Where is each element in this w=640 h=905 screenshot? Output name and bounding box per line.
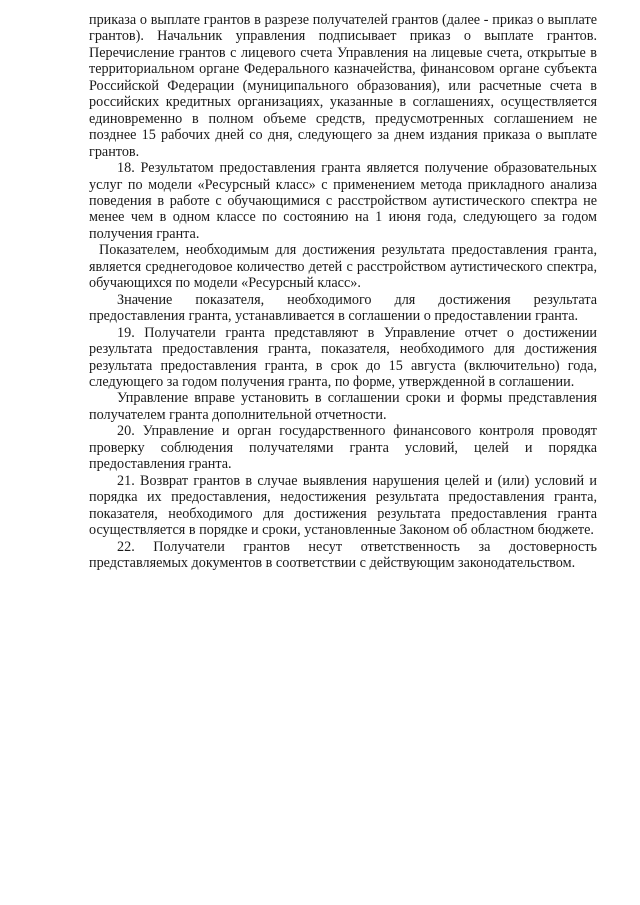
paragraph-19: 19. Получатели гранта представляют в Управление отчет о достижении результата предоставления гранта, показателя, необходимого для достижения результата предоставления гранта, в срок до 15 августа (включительно) года, следующего за годом получения гранта, по форме, утвержденной в соглашении.	[89, 324, 597, 390]
paragraph-18: 18. Результатом предоставления гранта является получение образовательных услуг по модели «Ресурсный класс» с применением метода прикладного анализа поведения в работе с обучающимися с расстройством аутистического спектра не менее чем в одном классе по состоянию на 1 июня года, следующего за годом получения гранта.	[89, 160, 597, 242]
paragraph-22: 22. Получатели грантов несут ответственность за достоверность представляемых документов в соответствии с действующим законодательством.	[89, 538, 597, 571]
paragraph-20: 20. Управление и орган государственного финансового контроля проводят проверку соблюдения получателями гранта условий, целей и порядка предоставления гранта.	[89, 423, 597, 473]
paragraph-18-indicator: Показателем, необходимым для достижения результата предоставления гранта, является среднегодовое количество детей с расстройством аутистического спектра, обучающихся по модели «Ресурсный класс».	[89, 242, 597, 292]
paragraph-21: 21. Возврат грантов в случае выявления нарушения целей и (или) условий и порядка их предоставления, недостижения результата предоставления гранта, показателя, необходимого для достижения результата предоставления гранта осуществляется в порядке и сроки, установленные Законом об областном бюджете.	[89, 472, 597, 539]
paragraph-19-additional: Управление вправе установить в соглашении сроки и формы представления получателем гранта дополнительной отчетности.	[89, 390, 597, 423]
paragraph-18-value: Значение показателя, необходимого для достижения результата предоставления гранта, устанавливается в соглашении о предоставлении гранта.	[89, 291, 597, 325]
document-page	[89, 12, 597, 571]
paragraph-17-continued: приказа о выплате грантов в разрезе получателей грантов (далее - приказ о выплате грантов). Начальник управления подписывает приказ о выплате грантов. Перечисление грантов с лицевого счета Управления на лицевые счета, открытые в территориальном органе Федерального казначейства, финансовом органе субъекта Российской Федерации (муниципального образования), или расчетные счета в российских кредитных организациях, указанные в соглашениях, осуществляется единовременно в полном объеме средств, предусмотренных соглашением не позднее 15 рабочих дней со дня, следующего за днем издания приказа о выплате грантов.	[89, 12, 597, 160]
